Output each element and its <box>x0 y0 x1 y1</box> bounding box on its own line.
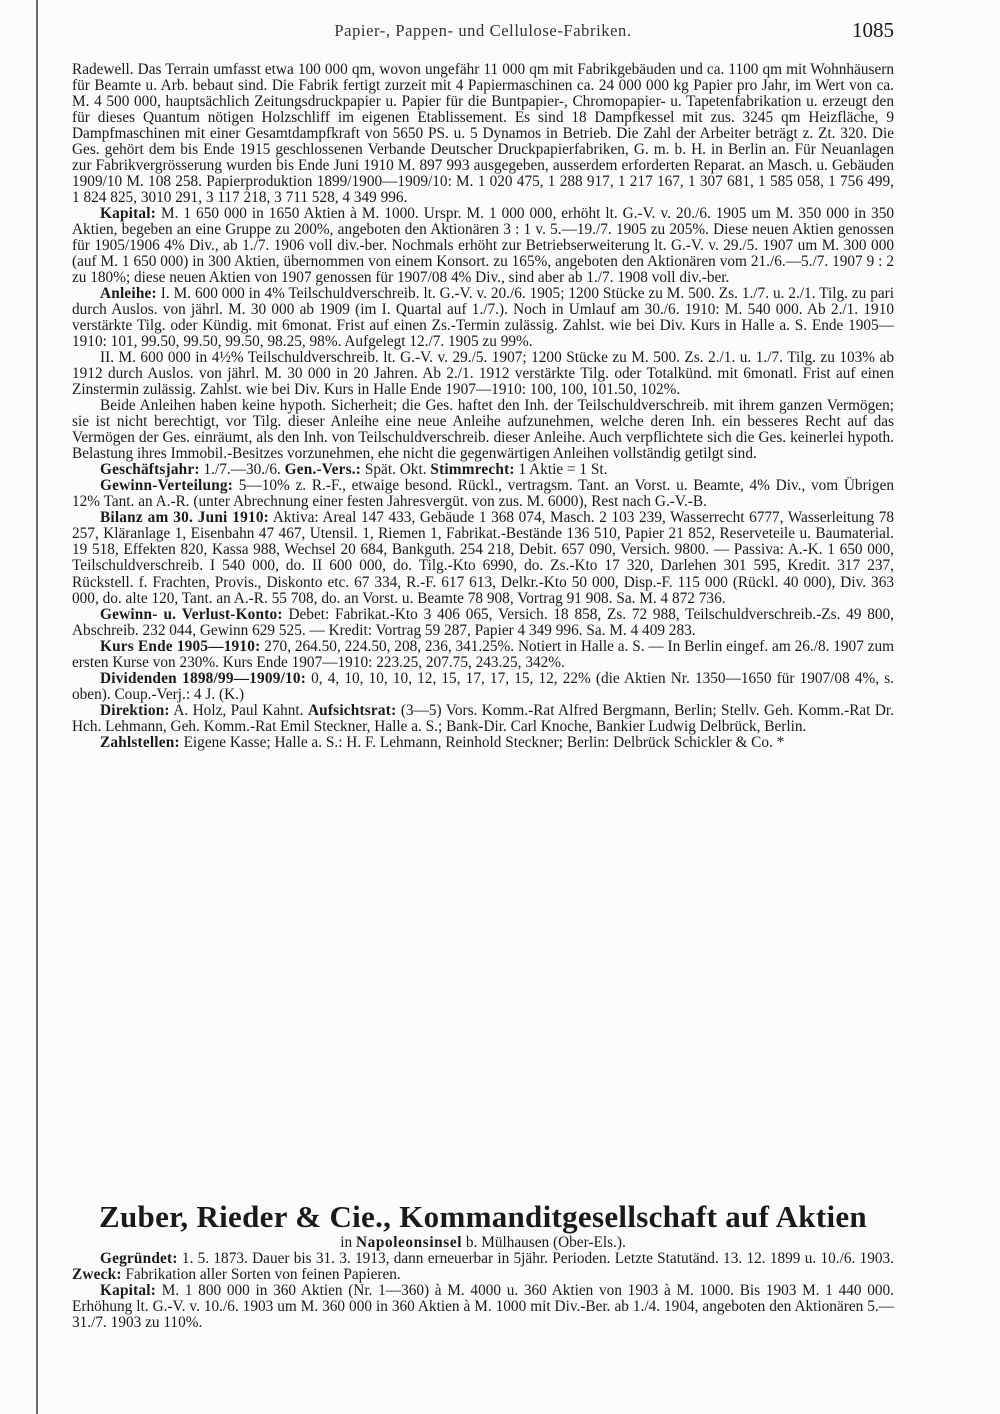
running-head: Papier-, Pappen- und Cellulose-Fabriken. <box>334 21 632 40</box>
company-kapital-text: M. 1 800 000 in 360 Aktien (Nr. 1—360) à M. 4000 u. 360 Aktien von 1903 à M. 1000. Bis 1903 M. 1 440 000. Erhöhung lt. G.-V. v. 10./6. 1903 um M. 360 000 in 360 Aktien à M. 1000 mit Div.-Ber. ab 1./4. 1904, angeboten den Aktionären 5.—31./7. 1903 zu 110%. <box>72 1282 894 1332</box>
company-entry-text <box>72 62 894 751</box>
binding-rule <box>36 0 38 1414</box>
location-place: Napoleonsinsel <box>355 1234 463 1251</box>
kurs-label: Kurs Ende 1905—1910: <box>100 637 261 655</box>
dividenden-label: Dividenden 1898/99—1909/10: <box>100 669 307 687</box>
page-number: 1085 <box>852 18 894 42</box>
zahlstellen-paragraph <box>72 735 894 751</box>
stimmrecht-label: Stimmrecht: <box>430 461 515 479</box>
direktion-text: A. Holz, Paul Kahnt. <box>173 701 304 719</box>
stimmrecht-text: 1 Aktie = 1 St. <box>518 461 608 479</box>
location-rest: b. Mülhausen (Ober-Els.). <box>465 1234 626 1251</box>
guv-label: Gewinn- u. Verlust-Konto: <box>100 605 283 623</box>
gen-vers-text: Spät. Okt. <box>364 461 427 479</box>
zweck-text: Fabrikation aller Sorten von feinen Papieren. <box>125 1266 401 1284</box>
geschaeftsjahr-label: Geschäftsjahr: <box>100 461 200 479</box>
kurs-text: 270, 264.50, 224.50, 208, 236, 341.25%. Notiert in Halle a. S. — In Berlin eingef. am 26./8. 1907 zum ersten Kurse von 230%. Kurs Ende 1907—1910: 223.25, 207.75, 243.25, 342%. <box>72 637 895 671</box>
factory-description: Radewell. Das Terrain umfasst etwa 100 000 qm, wovon ungefähr 11 000 qm mit Fabrikgebäuden und ca. 1100 qm mit Wohnhäusern für Beamte u. Arb. bebaut sind. Die Fabrik fertigt zurzeit mit 4 Papiermaschinen ca. 24 000 000 kg Papier pro Jahr, im Wert von ca. M. 4 500 000, hauptsächlich Zeitungsdruckpapier u. Papier für die Buntpapier-, Chromopapier- u. Tapetenfabrikation u. erzeugt den für dieses Quantum nötigen Holzschliff im eigenen Etablissement. Es sind 18 Dampfkessel mit zus. 3245 qm Heizfläche, 9 Dampfmaschinen mit einer Gesamtdampfkraft von 5650 PS. u. 5 Dynamos in Betrieb. Die Zahl der Arbeiter beträgt z. Zt. 320. Die Ges. gehört dem bis Ende 1915 geschlossenen Verbande Deutscher Druckpapierfabriken, G. m. b. H. in Berlin an. Für Neuanlagen zur Fabrikvergrösserung wurden bis Ende Juni 1910 M. 897 993 ausgegeben, ausserdem erforderten Reparat. an Masch. u. Gebäuden 1909/10 M. 108 258. Papierproduktion 1899/1900—1909/10: M. 1 020 475, 1 288 917, 1 217 167, 1 307 681, 1 585 058, 1 756 499, 1 824 825, 3010 291, 3 117 218, 3 711 528, 4 349 996. <box>72 61 894 207</box>
company-kapital-paragraph <box>72 1283 894 1331</box>
location-prefix: in <box>340 1234 353 1251</box>
bilanz-paragraph <box>72 510 894 606</box>
anleihe-paragraph <box>72 286 894 350</box>
gewinn-label: Gewinn-Verteilung: <box>100 477 234 495</box>
aufsichtsrat-text: (3—5) Vors. Komm.-Rat Alfred Bergmann, Berlin; Stellv. Geh. Komm.-Rat Dr. Hch. Lehmann, Geh. Komm.-Rat Emil Steckner, Halle a. S.; Bank-Dir. Carl Knoche, Bankier Ludwig Delbrück, Berlin. <box>72 701 895 735</box>
gewinn-paragraph <box>72 478 894 510</box>
gen-vers-label: Gen.-Vers.: <box>284 461 362 479</box>
kapital-text: M. 1 650 000 in 1650 Aktien à M. 1000. Urspr. M. 1 000 000, erhöht lt. G.-V. v. 20./6. 1905 um M. 350 000 in 350 Aktien, begeben an eine Gruppe zu 200%, angeboten den Aktionären 3 : 1 v. 5.—19./7. 1905 zu 205%. Diese neuen Aktien genossen für 1905/1906 4% Div., ab 1./7. 1906 voll div.-ber. Nochmals erhöht zur Betriebserweiterung lt. G.-V. v. 29./5. 1907 um M. 300 000 (auf M. 1 650 000) in 300 Aktien, übernommen von einem Konsort. zu 165%, angeboten den Aktionären vom 21./6.—5./7. 1907 9 : 2 zu 180%; diese neuen Aktien von 1907 genossen für 1907/08 4% Div., sind aber ab 1./7. 1908 voll div.-ber. <box>72 205 895 287</box>
aufsichtsrat-label: Aufsichtsrat: <box>307 701 397 719</box>
anleihe-text: I. M. 600 000 in 4% Teilschuldverschreib. lt. G.-V. v. 20./6. 1905; 1200 Stücke zu M. 500. Zs. 1./7. u. 2./1. Tilg. zu pari durch Auslos. von jährl. M. 30 000 ab 1909 (im I. Quartal auf 1./7.). Noch in Umlauf am 30./6. 1910: M. 540 000. Ab 2./1. 1910 verstärkte Tilg. oder Kündig. mit 6monat. Frist auf einen Zs.-Termin zulässig. Zahlst. wie bei Div. Kurs in Halle a. S. Ende 1905—1910: 101, 99.50, 99.50, 99.50, 98.25, 98%. Aufgelegt 12./7. 1905 zu 99%. <box>72 285 894 351</box>
direktion-paragraph <box>72 703 894 735</box>
company-title: Zuber, Rieder & Cie., Kommanditgesellschaft auf Aktien <box>99 1199 867 1234</box>
guv-paragraph <box>72 607 894 639</box>
dividenden-text: 0, 4, 10, 10, 10, 12, 15, 17, 17, 15, 12, 22% (die Aktien Nr. 1350—1650 für 1907/08 4%, s. oben). Coup.-Verj.: 4 J. (K.) <box>72 669 894 703</box>
kurs-paragraph <box>72 639 894 671</box>
gegruendet-text: 1. 5. 1873. Dauer bis 31. 3. 1913, dann erneuerbar in 5jähr. Perioden. Letzte Statutänd. 13. 12. 1899 u. 10./6. 1903. <box>181 1250 894 1267</box>
anleihe-label: Anleihe: <box>100 285 157 303</box>
page-header <box>72 18 894 48</box>
company-kapital-label: Kapital: <box>100 1282 156 1300</box>
anleihe-2-paragraph: II. M. 600 000 in 4½% Teilschuldverschreib. lt. G.-V. v. 29./5. 1907; 1200 Stücke zu M. 500. Zs. 2./1. u. 1./7. Tilg. zu 103% ab 1912 durch Auslos. von jährl. M. 30 000 in 20 Jahren. Ab 2./1. 1912 verstärkte Tilg. oder Totalkünd. mit 6monatl. Frist auf einen Zinstermin zulässig. Zahlst. wie bei Div. Kurs in Halle Ende 1907—1910: 100, 100, 101.50, 102%. <box>72 349 894 399</box>
zahlstellen-label: Zahlstellen: <box>100 733 180 751</box>
kapital-paragraph <box>72 206 894 286</box>
gewinn-text: 5—10% z. R.-F., etwaige besond. Rückl., vertragsm. Tant. an Vorst. u. Beamte, 4% Div., vom Übrigen 12% Tant. an A.-R. (unter Abrechnung einer festen Jahresvergüt. von zus. M. 6000), Rest nach G.-V.-B. <box>72 477 895 511</box>
guv-text: Debet: Fabrikat.-Kto 3 406 065, Versich. 18 858, Zs. 72 988, Teilschuldverschreib.-Zs. 49 800, Abschreib. 232 044, Gewinn 629 525. — Kredit: Vortrag 59 287, Papier 4 349 996. Sa. M. 4 409 283. <box>72 605 894 639</box>
gegruendet-paragraph <box>72 1251 894 1283</box>
zweck-label: Zweck: <box>72 1266 122 1284</box>
geschaeftsjahr-text: 1./7.—30./6. <box>203 461 281 479</box>
gegruendet-label: Gegründet: <box>100 1250 178 1267</box>
company-location <box>72 1234 894 1251</box>
kapital-label: Kapital: <box>100 205 156 223</box>
bilanz-text: Aktiva: Areal 147 433, Gebäude 1 368 074, Masch. 2 103 239, Wasserrecht 6777, Wasserleitung 78 257, Kläranlage 1, Eisenbahn 47 467, Utensil. 1, Riemen 1, Fabrikat.-Bestände 136 510, Papier 21 852, Reserveteile u. Baumaterial. 19 518, Effekten 820, Kassa 988, Wechsel 20 684, Bankguth. 254 218, Debit. 657 090, Versich. 9800. — Passiva: A.-K. 1 650 000, Teilschuldverschreib. I 540 000, do. II 600 000, do. Tilg.-Kto 6990, do. Zs.-Kto 17 320, Darlehen 301 595, Kredit. 317 237, Rückstell. f. Frachten, Provis., Diskonto etc. 67 334, R.-F. 617 613, Delkr.-Kto 50 000, Disp.-F. 115 000 (Rückl. 40 000), Div. 363 000, do. alte 120, Tant. an A.-R. 55 708, do. an Vorst. u. Beamte 78 908, Vortrag 91 908. Sa. M. 4 872 736. <box>72 509 895 607</box>
meeting-paragraph <box>72 462 894 478</box>
next-company-entry <box>72 1200 894 1331</box>
dividenden-paragraph <box>72 671 894 703</box>
zahlstellen-text: Eigene Kasse; Halle a. S.: H. F. Lehmann, Reinhold Steckner; Berlin: Delbrück Schickler & Co. * <box>183 733 785 751</box>
security-paragraph: Beide Anleihen haben keine hypoth. Sicherheit; die Ges. haftet den Inh. der Teilschuldverschreib. mit ihrem ganzen Vermögen; sie ist nicht berechtigt, vor Tilg. dieser Anleihe eine neue Anleihe aufzunehmen, welche deren Inh. ein besseres Recht auf das Vermögen der Ges. einräumt, als den Inh. von Teilschuldverschreib. dieser Anleihe. Auch verpflichtete sich die Ges. keinerlei hypoth. Belastung ihres Immobil.-Besitzes vorzunehmen, ehe nicht die gegenwärtigen Anleihen vollständig getilgt sind. <box>72 397 894 463</box>
bilanz-label: Bilanz am 30. Juni 1910: <box>100 509 269 527</box>
direktion-label: Direktion: <box>100 701 170 719</box>
